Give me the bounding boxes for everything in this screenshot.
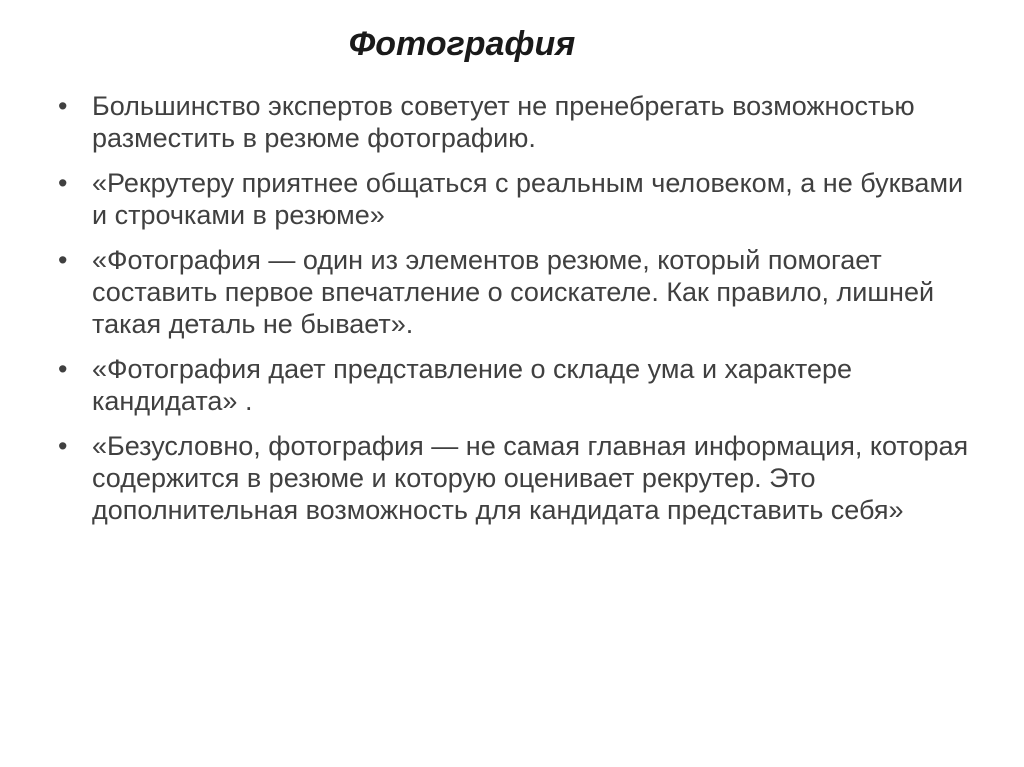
bullet-dot-icon: • [58, 168, 68, 198]
bullet-text: «Фотография дает представление о складе ума и характере кандидата» . [92, 354, 853, 416]
bullet-item [58, 167, 978, 231]
bullet-text: «Безусловно, фотография — не самая главная информация, которая содержится в резюме и которую оценивает рекрутер. Это дополнительная возможность для кандидата представить себя» [92, 431, 969, 525]
bullet-item [58, 244, 978, 340]
slide-title: Фотография [348, 25, 576, 63]
bullet-dot-icon: • [58, 431, 68, 461]
bullet-dot-icon: • [58, 354, 68, 384]
bullet-text: Большинство экспертов советует не пренебрегать возможностью разместить в резюме фотографию. [92, 91, 915, 153]
bullet-text: «Рекрутеру приятнее общаться с реальным человеком, а не буквами и строчками в резюме» [92, 168, 964, 230]
bullet-dot-icon: • [58, 91, 68, 121]
bullet-item [58, 353, 978, 417]
bullet-dot-icon: • [58, 245, 68, 275]
bullet-text: «Фотография — один из элементов резюме, который помогает составить первое впечатление о соискателе. Как правило, лишней такая деталь не бывает». [92, 245, 935, 339]
bullet-list [58, 90, 978, 539]
bullet-item [58, 90, 978, 154]
bullet-item [58, 430, 978, 526]
